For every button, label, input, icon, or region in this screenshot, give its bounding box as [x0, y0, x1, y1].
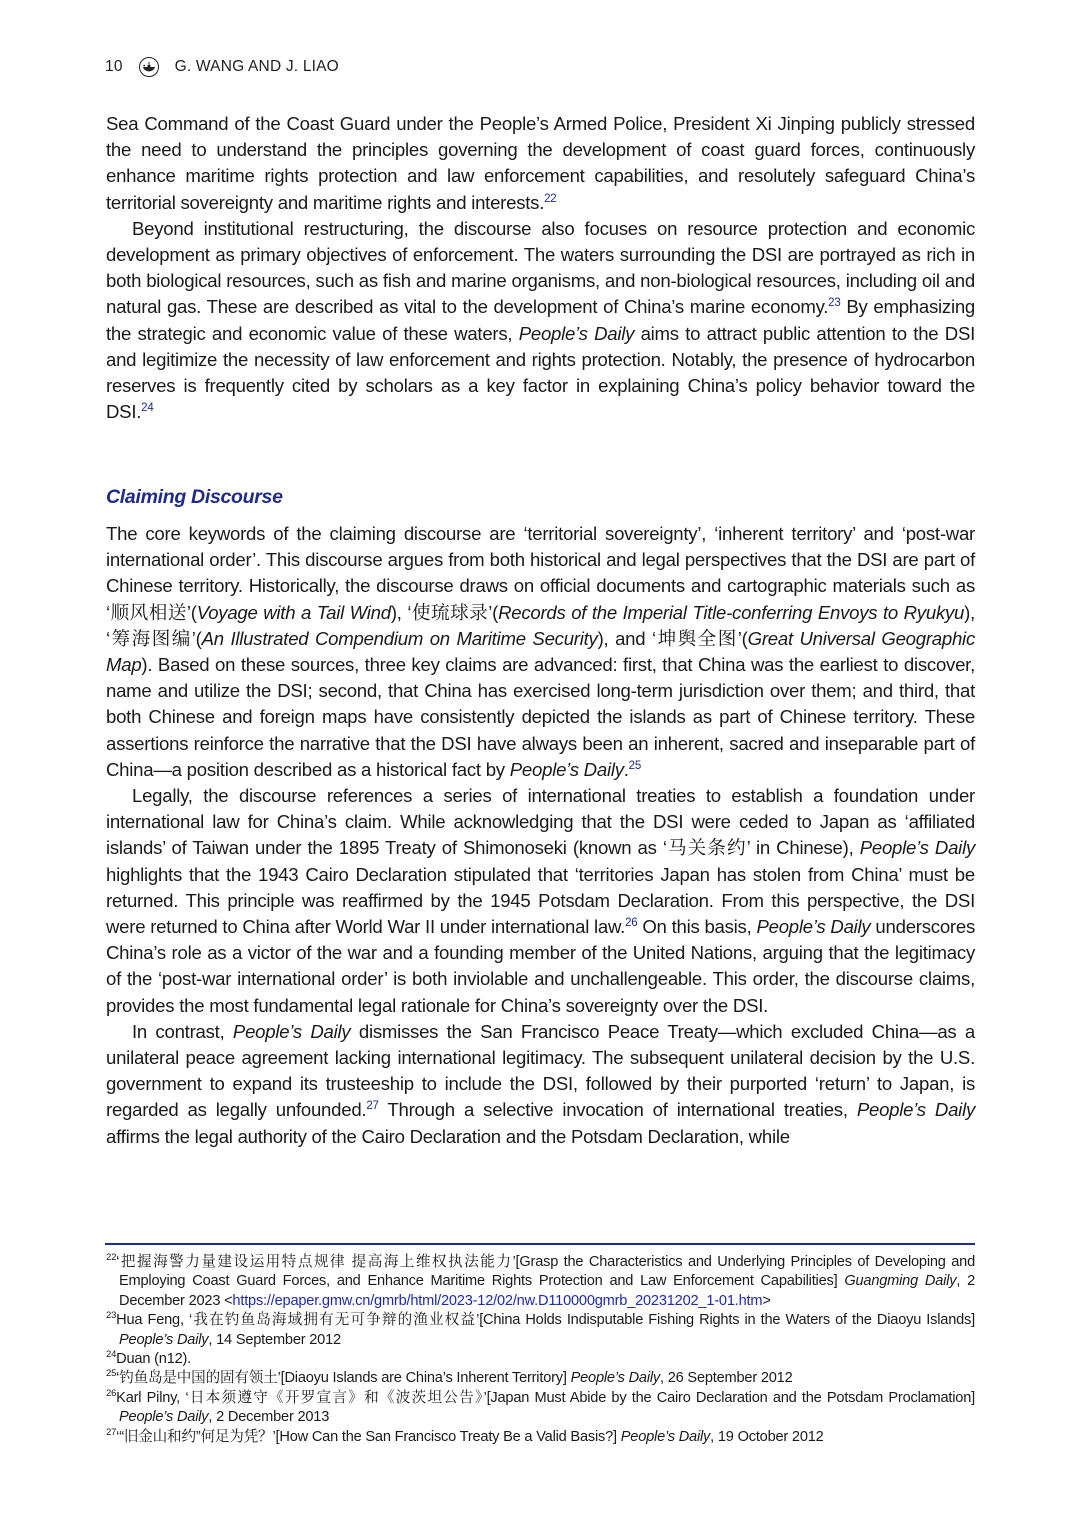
footnote-ref-22[interactable]: 22 — [544, 192, 557, 205]
footnotes — [106, 1253, 975, 1447]
publisher-lamp-icon — [139, 57, 159, 77]
paragraph: Beyond institutional restructuring, the discourse also focuses on resource protection and economic development as primary objectives of enforcement. The waters surrounding the DSI are portrayed as rich in both biological resources, such as fish and marine organisms, and non-biological resources, including oil and natural gas. These are described as vital to the development of China’s marine economy.$^{23}$ By emphasizing the strategic and economic value of these waters, People’s Daily aims to attract public attention to the DSI and legitimize the necessity of law enforcement and rights protection. Notably, the presence of hydrocarbon reserves is frequently cited by scholars as a key factor in explaining China’s policy behavior toward the DSI.$^{24}$ — [106, 217, 976, 423]
footnote-24: $^{24}$Duan (n12). — [106, 1349, 192, 1368]
footnote-26: $^{26}$Karl Pilny, ‘日本须遵守《开罗宣言》和《波茨坦公告》’[Japan Must Abide by the Cairo Declaration and the Potsdam Proclamation] People’s Daily, 2 December 2013 — [106, 1387, 975, 1426]
footnote-divider — [105, 1243, 975, 1245]
footnote-ref-27[interactable]: 27 — [366, 1100, 379, 1113]
body-section-claiming — [106, 521, 975, 1150]
footnote-ref-26[interactable]: 26 — [625, 916, 638, 929]
section-heading: Claiming Discourse — [106, 486, 283, 508]
paragraph: Sea Command of the Coast Guard under the People’s Armed Police, President Xi Jinping publicly stressed the need to understand the principles governing the development of coast guard forces, continuously enhance maritime rights protection and law enforcement capabilities, and resolutely safeguard China’s territorial sovereignty and maritime rights and interests.$^{22}$ — [106, 113, 975, 213]
paragraph: Legally, the discourse references a series of international treaties to establish a foundation under international law for China’s claim. While acknowledging that the DSI were ceded to Japan as ‘affiliated islands’ of Taiwan under the 1895 Treaty of Shimonoseki (known as ‘马关条约’ in Chinese), People’s Daily highlights that the 1943 Cairo Declaration stipulated that ‘territories Japan has stolen from China’ must be returned. This principle was reaffirmed by the 1945 Potsdam Declaration. From this perspective, the DSI were returned to China after World War II under international law.$^{26}$ On this basis, People’s Daily underscores China’s role as a victor of the war and a founding member of the United Nations, arguing that the legitimacy of the ‘post-war international order’ is both inviolable and unchallengeable. This order, the discourse claims, provides the most fundamental legal rationale for China’s sovereignty over the DSI. — [106, 785, 975, 1016]
footnote-23: $^{23}$Hua Feng, ‘我在钓鱼岛海域拥有无可争辩的渔业权益’[China Holds Indisputable Fishing Rights in the Waters of the Diaoyu Islands] People’s Daily, 14 September 2012 — [106, 1310, 975, 1348]
footnote-link[interactable]: https://epaper.gmw.cn/gmrb/html/2023-12/02/nw.D110000gmrb_20231202_1-01.htm — [232, 1292, 763, 1309]
footnote-ref-24[interactable]: 24 — [141, 402, 154, 415]
paragraph: The core keywords of the claiming discourse are ‘territorial sovereignty’, ‘inherent territory’ and ‘post-war international order’. This discourse argues from both historical and legal perspectives that the DSI are part of Chinese territory. Historically, the discourse draws on official documents and cartographic materials such as ‘顺风相送’(Voyage with a Tail Wind), ‘使琉球录’(Records of the Imperial Title-conferring Envoys to Ryukyu), ‘筹海图编’(An Illustrated Compendium on Maritime Security), and ‘坤舆全图’(Great Universal Geographic Map). Based on these sources, three key claims are advanced: first, that China was the earliest to discover, name and utilize the DSI; second, that China has exercised long-term jurisdiction over them; and third, that both Chinese and foreign maps have consistently depicted the islands as part of Chinese territory. These assertions reinforce the narrative that the DSI have always been an inherent, sacred and inseparable part of China—a position described as a historical fact by People’s Daily.$^{25}$ — [106, 523, 975, 780]
running-header — [105, 57, 339, 77]
paragraph: In contrast, People’s Daily dismisses the San Francisco Peace Treaty—which excluded China—as a unilateral peace agreement lacking international legitimacy. The subsequent unilateral decision by the U.S. government to expand its trusteeship to include the DSI, followed by their purported ‘return’ to Japan, is regarded as legally unfounded.$^{27}$ Through a selective invocation of international treaties, People’s Daily affirms the legal authority of the Cairo Declaration and the Potsdam Declaration, while — [106, 1020, 975, 1147]
footnote-25: $^{25}$‘钓鱼岛是中国的固有领土’[Diaoyu Islands are China’s Inherent Territory] People’s Daily, 26 September 2012 — [106, 1368, 793, 1387]
footnote-ref-25[interactable]: 25 — [628, 759, 641, 772]
footnote-27: $^{27}$‘“旧金山和约”何足为凭？’[How Can the San Francisco Treaty Be a Valid Basis?] People’s Daily, 19 October 2012 — [106, 1426, 824, 1445]
page-number: 10 — [105, 58, 123, 75]
body-section-enforcement — [106, 111, 975, 425]
footnote-22: $^{22}$‘把握海警力量建设运用特点规律 提高海上维权执法能力’[Grasp the Characteristics and Underlying Principles of Developing and Employing Coast Guard Forces, and Enhance Maritime Rights Protection and Law Enforcement Capabilities] Guangming Daily, 2 December 2023 <https://epaper.gmw.cn/gmrb/html/2023-12/02/nw.D110000gmrb_20231202_1-01.htm> — [106, 1252, 975, 1309]
running-header-authors: G. WANG AND J. LIAO — [174, 58, 339, 75]
footnote-ref-23[interactable]: 23 — [828, 297, 841, 310]
